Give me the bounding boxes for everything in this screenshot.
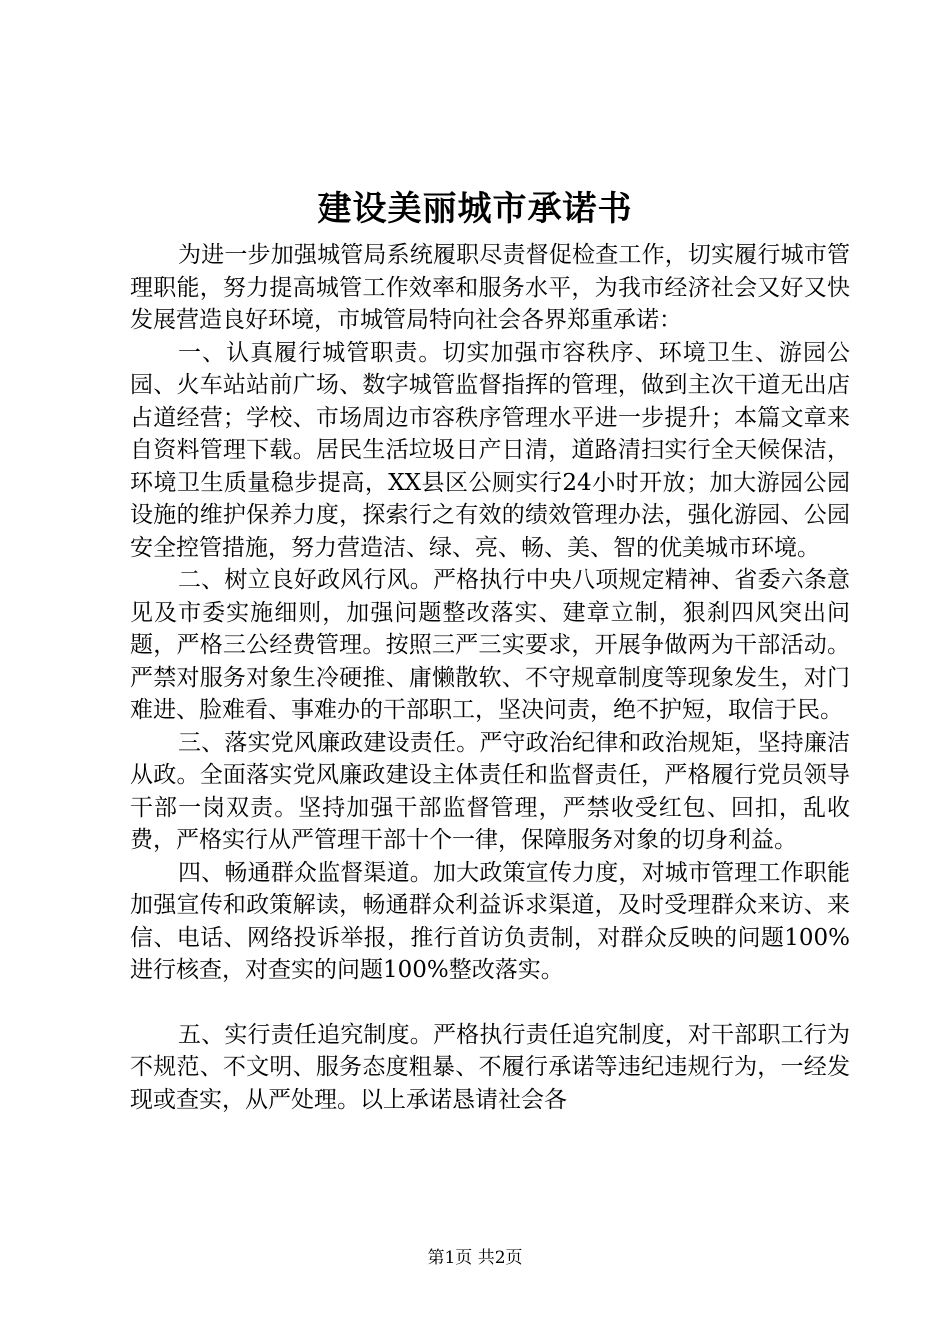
paragraph-commitment-2: 二、树立良好政风行风。严格执行中央八项规定精神、省委六条意见及市委实施细则，加强问题整改落实、建章立制，狠刹四风突出问题，严格三公经费管理。按照三严三实要求，开展争做两为干部活动。严禁对服务对象生冷硬推、庸懒散软、不守规章制度等现象发生，对门难进、脸难看、事难办的干部职工，坚决问责，绝不护短，取信于民。 [130,567,850,723]
paragraph-commitment-5: 五、实行责任追究制度。严格执行责任追究制度，对干部职工行为不规范、不文明、服务态度粗暴、不履行承诺等违纪违规行为，一经发现或查实，从严处理。以上承诺恳请社会各 [130,1021,850,1113]
paragraph-commitment-4: 四、畅通群众监督渠道。加大政策宣传力度，对城市管理工作职能加强宣传和政策解读，畅通群众利益诉求渠道，及时受理群众来访、来信、电话、网络投诉举报，推行首访负责制，对群众反映的问题100%进行核查，对查实的问题100%整改落实。 [130,859,850,983]
paragraph-intro: 为进一步加强城管局系统履职尽责督促检查工作，切实履行城市管理职能，努力提高城管工作效率和服务水平，为我市经济社会又好又快发展营造良好环境，市城管局特向社会各界郑重承诺： [130,242,850,333]
page-number-footer: 第1页 共2页 [427,1248,523,1268]
paragraph-commitment-1: 一、认真履行城管职责。切实加强市容秩序、环境卫生、游园公园、火车站站前广场、数字城管监督指挥的管理，做到主次干道无出店占道经营；学校、市场周边市容秩序管理水平进一步提升；本篇文章来自资料管理下载。居民生活垃圾日产日清，道路清扫实行全天候保洁，环境卫生质量稳步提高，XX县区公厕实行24小时开放；加大游园公园设施的维护保养力度，探索行之有效的绩效管理办法，强化游园、公园安全控管措施，努力营造洁、绿、亮、畅、美、智的优美城市环境。 [130,339,850,561]
paragraph-commitment-3: 三、落实党风廉政建设责任。严守政治纪律和政治规矩，坚持廉洁从政。全面落实党风廉政建设主体责任和监督责任，严格履行党员领导干部一岗双责。坚持加强干部监督管理，严禁收受红包、回扣，乱收费，严格实行从严管理干部十个一律，保障服务对象的切身利益。 [130,729,850,853]
document-title: 建设美丽城市承诺书 [317,189,633,229]
document-body [130,239,850,1116]
